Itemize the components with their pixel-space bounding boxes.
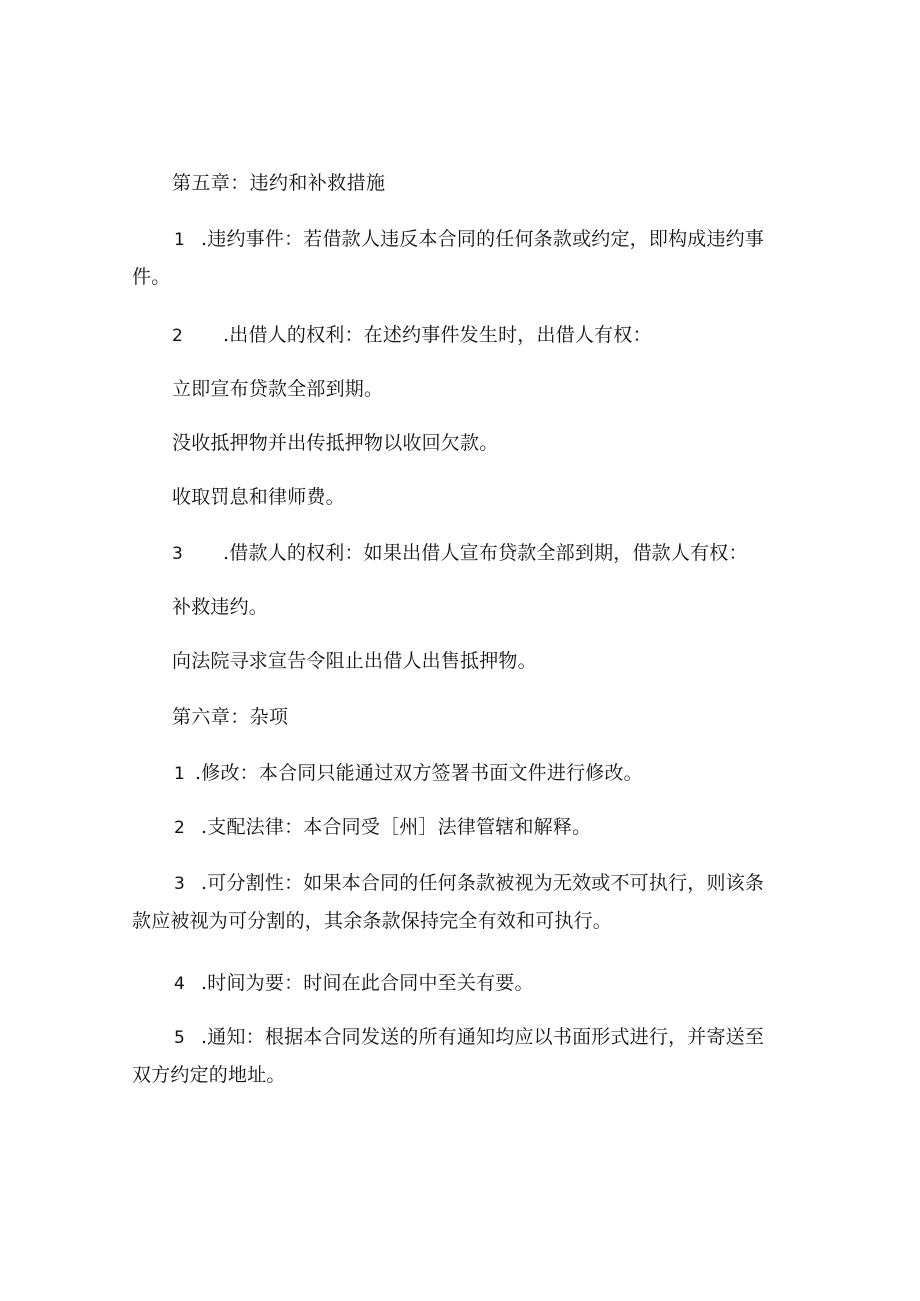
chapter-6-item-3-line-2: 款应被视为可分割的，其余条款保持完全有效和可执行。: [132, 910, 613, 932]
chapter-5-heading: 第五章：违约和补救措施: [172, 172, 386, 194]
chapter-6-item-3-line-1: [174, 870, 764, 897]
chapter-5-item-2-point-1: 立即宣布贷款全部到期。: [172, 378, 384, 400]
item-number: 3: [174, 874, 186, 894]
chapter-6-heading: 第六章：杂项: [172, 706, 289, 728]
chapter-5-item-2: [172, 322, 652, 349]
item-number: 4: [174, 974, 186, 994]
chapter-6-item-4: [174, 970, 534, 997]
item-text: .修改：本合同只能通过双方签署书面文件进行修改。: [195, 762, 643, 784]
item-number: 1: [174, 230, 186, 250]
chapter-6-item-2: [174, 814, 591, 841]
chapter-5-item-3-point-1: 补救违约。: [172, 596, 269, 618]
item-text: .时间为要：时间在此合同中至关有要。: [201, 972, 534, 994]
chapter-5-item-3-point-2: 向法院寻求宣告令阻止出借人出售抵押物。: [172, 650, 537, 672]
item-number: 2: [172, 326, 184, 346]
item-text: .支配法律：本合同受［州］法律管辖和解释。: [201, 816, 592, 838]
chapter-6-item-5-line-2: 双方约定的地址。: [132, 1064, 286, 1086]
chapter-5-item-2-point-3: 收取罚息和律师费。: [172, 486, 345, 508]
item-number: 2: [174, 818, 186, 838]
item-text: .通知：根据本合同发送的所有通知均应以书面形式进行，并寄送至: [201, 1026, 765, 1048]
item-number: 1: [174, 764, 186, 784]
item-number: 3: [172, 544, 184, 564]
item-number: 5: [174, 1028, 186, 1048]
item-text: .借款人的权利：如果出借人宣布贷款全部到期，借款人有权：: [223, 542, 748, 564]
chapter-6-item-1: [174, 760, 643, 787]
chapter-5-item-2-point-2: 没收抵押物并出传抵押物以收回欠款。: [172, 432, 499, 454]
item-text: .出借人的权利：在述约事件发生时，出借人有权：: [223, 324, 652, 346]
item-text: .违约事件：若借款人违反本合同的任何条款或约定，即构成违约事: [201, 228, 765, 250]
chapter-5-item-3: [172, 540, 748, 567]
item-text: .可分割性：如果本合同的任何条款被视为无效或不可执行，则该条: [201, 872, 765, 894]
chapter-6-item-5-line-1: [174, 1024, 764, 1051]
chapter-5-item-1-line-1: [174, 226, 764, 253]
chapter-5-item-1-line-2: 件。: [132, 266, 171, 288]
